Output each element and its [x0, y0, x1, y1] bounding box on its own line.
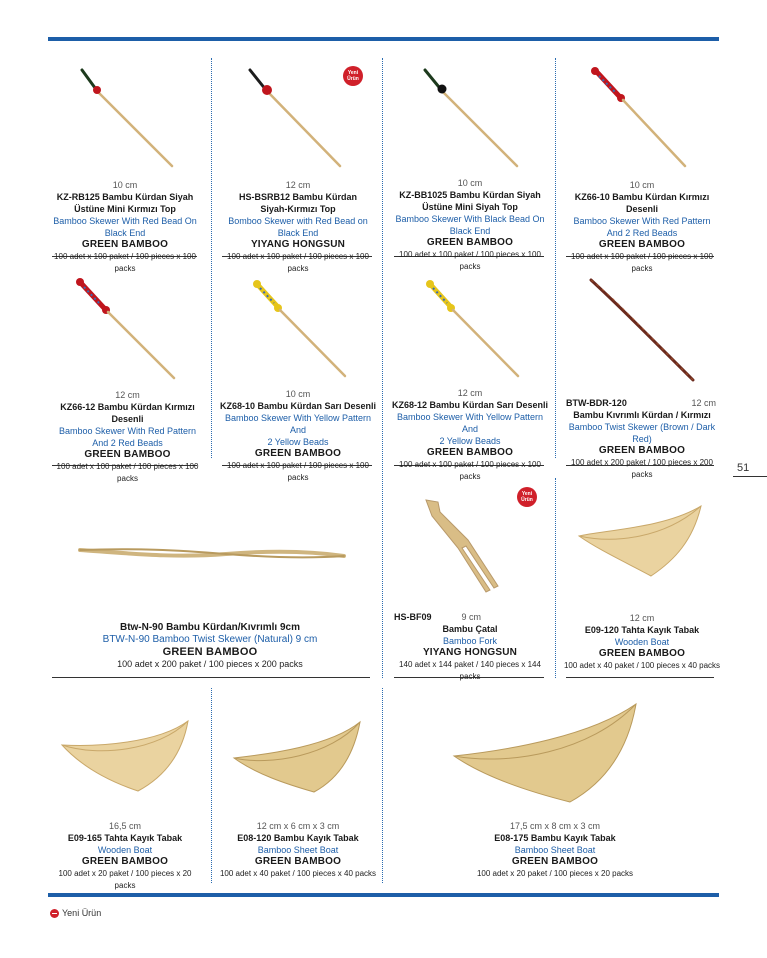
- twist-skewer-natural-image: [76, 540, 348, 566]
- column-divider: [555, 478, 556, 678]
- product-english-name: Bamboo Skewer With Red Pattern: [58, 426, 197, 436]
- product-brand: GREEN BAMBOO: [254, 448, 342, 459]
- bamboo-sheet-boat-image: [230, 718, 365, 796]
- skewer-black-bead-image: [415, 62, 525, 174]
- skewer-red-bead-black-image: [240, 62, 350, 174]
- product-size: 16,5 cm: [108, 821, 141, 831]
- product-size: 10 cm: [457, 178, 483, 188]
- product-brand: GREEN BAMBOO: [426, 237, 514, 248]
- product-english-name: Bamboo Skewer With Red Bead On Black End: [53, 216, 197, 238]
- bamboo-fork-image: [418, 490, 518, 595]
- product-code-name: KZ68-12 Bambu Kürdan Sarı Desenli: [391, 400, 549, 410]
- product-english-name: Bamboo Skewer With Yellow Pattern And: [396, 412, 544, 434]
- product-english-name: Bamboo Skewer With Black Bead On Black End: [395, 214, 545, 236]
- product-english-name: Bomboo Skewer with Red Bead on Black End: [228, 216, 368, 238]
- product-brand: GREEN BAMBOO: [598, 239, 686, 250]
- twist-skewer-dark-red-image: [585, 272, 700, 387]
- bamboo-sheet-boat-image: [450, 700, 640, 805]
- page-number: 51: [737, 462, 750, 474]
- wooden-boat-image: [58, 715, 193, 795]
- product-english-name: Bamboo Sheet Boat: [257, 845, 339, 855]
- product-code-name: HS-BSRB12 Bambu Kürdan: [238, 192, 357, 202]
- product-brand: YIYANG HONGSUN: [422, 647, 518, 658]
- new-product-badge: Yeni Ürün: [517, 487, 537, 507]
- skewer-red-pattern-image: [585, 62, 695, 174]
- product-packaging: 100 adet x 40 paket / 100 pieces x 40 packs: [563, 661, 721, 670]
- new-product-icon: [50, 909, 59, 918]
- product-card: [562, 612, 722, 672]
- product-code-name: Btw-N-90 Bambu Kürdan/Kıvrımlı 9cm: [119, 622, 301, 633]
- product-english-name: BTW-N-90 Bamboo Twist Skewer (Natural) 9 cm: [102, 634, 318, 645]
- product-code-name: E09-120 Tahta Kayık Tabak: [584, 625, 700, 635]
- product-english-name: Bamboo Twist Skewer (Brown / Dark Red): [568, 422, 716, 444]
- product-english-name: Bamboo Skewer With Red Pattern: [573, 216, 711, 226]
- product-name: Üstüne Mini Siyah Top: [422, 202, 518, 212]
- product-card: [50, 179, 200, 275]
- product-brand: GREEN BAMBOO: [426, 447, 514, 458]
- product-card: [218, 388, 378, 484]
- product-code-name: E08-120 Bambu Kayık Tabak: [237, 833, 359, 843]
- product-name: Siyah-Kırmızı Top: [260, 204, 336, 214]
- skewer-yellow-pattern-image: [418, 272, 528, 384]
- product-english-name-line2: And 2 Red Beads: [92, 438, 163, 448]
- product-packaging: 100 adet x 100 paket / 100 pieces x 100 packs: [227, 461, 369, 482]
- product-card: [50, 389, 205, 485]
- product-brand: GREEN BAMBOO: [598, 445, 686, 456]
- product-brand: GREEN BAMBOO: [84, 449, 171, 460]
- column-divider: [211, 688, 212, 883]
- product-card: [460, 820, 650, 880]
- product-brand: GREEN BAMBOO: [81, 856, 169, 867]
- product-card: [390, 177, 550, 273]
- product-size: 12 cm: [285, 180, 311, 190]
- product-packaging: 100 adet x 200 paket / 100 pieces x 200 packs: [117, 659, 303, 669]
- product-name: Bambu Çatal: [442, 624, 498, 634]
- column-divider: [211, 58, 212, 458]
- product-packaging: 100 adet x 40 paket / 100 pieces x 40 packs: [219, 869, 377, 878]
- product-packaging: 100 adet x 20 paket / 100 pieces x 20 packs: [58, 869, 192, 890]
- product-brand: GREEN BAMBOO: [162, 646, 258, 658]
- product-brand: GREEN BAMBOO: [511, 856, 599, 867]
- product-english-name-line2: And 2 Red Beads: [606, 228, 678, 238]
- product-packaging: 100 adet x 100 paket / 100 pieces x 100 packs: [399, 250, 541, 271]
- product-packaging: 100 adet x 100 paket / 100 pieces x 100 packs: [571, 252, 713, 273]
- product-card: [390, 387, 550, 483]
- skewer-red-bead-black-image: [70, 62, 180, 174]
- row-divider: [566, 677, 714, 678]
- product-size: 17,5 cm x 8 cm x 3 cm: [509, 821, 601, 831]
- product-english-name-line2: 2 Yellow Beads: [439, 436, 501, 446]
- product-english-name: Bamboo Sheet Boat: [514, 845, 596, 855]
- product-packaging: 100 adet x 100 paket / 100 pieces x 100 packs: [227, 252, 369, 273]
- product-size: 12 cm: [115, 390, 140, 400]
- product-code: HS-BF09: [394, 612, 432, 622]
- bottom-accent-bar: [48, 893, 719, 897]
- row-divider: [52, 677, 370, 678]
- product-packaging: 100 adet x 100 paket / 100 pieces x 100 packs: [56, 462, 199, 483]
- product-size: 12 cm: [629, 613, 655, 623]
- product-brand: GREEN BAMBOO: [598, 648, 686, 659]
- product-packaging: 100 adet x 100 paket / 100 pieces x 100 packs: [399, 460, 541, 481]
- product-english-name: Wooden Boat: [97, 845, 153, 855]
- product-brand: GREEN BAMBOO: [81, 239, 169, 250]
- footer-legend: [50, 908, 101, 918]
- column-divider: [382, 58, 383, 678]
- page-number-rule: [733, 476, 767, 477]
- product-code-name: KZ-BB1025 Bambu Kürdan Siyah: [399, 190, 541, 200]
- column-divider: [382, 688, 383, 883]
- product-card: [218, 179, 378, 275]
- product-english-name: Bamboo Fork: [442, 636, 498, 646]
- product-code: BTW-BDR-120: [566, 398, 627, 408]
- product-card: [562, 397, 722, 481]
- product-code-name: E08-175 Bambu Kayık Tabak: [494, 833, 616, 843]
- product-english-name: Wooden Boat: [614, 637, 670, 647]
- product-name: Üstüne Mini Kırmızı Top: [74, 204, 176, 214]
- product-card: [60, 622, 360, 670]
- wooden-boat-image: [575, 500, 705, 580]
- product-brand: YIYANG HONGSUN: [250, 239, 346, 250]
- product-name: Bambu Kıvrımlı Kürdan / Kırmızı: [573, 410, 711, 420]
- product-card: [50, 820, 200, 892]
- product-size: 12 cm: [457, 388, 483, 398]
- top-accent-bar: [48, 37, 719, 41]
- product-packaging: 100 adet x 200 paket / 100 pieces x 200 packs: [571, 458, 713, 479]
- product-packaging: 100 adet x 100 paket / 100 pieces x 100 packs: [54, 252, 196, 273]
- column-divider: [555, 58, 556, 458]
- product-brand: GREEN BAMBOO: [254, 856, 342, 867]
- product-size: 12 cm x 6 cm x 3 cm: [256, 821, 340, 831]
- product-code-name: E09-165 Tahta Kayık Tabak: [67, 833, 183, 843]
- product-packaging: 140 adet x 144 paket / 140 pieces x 144 packs: [399, 660, 541, 681]
- product-card: [562, 179, 722, 275]
- product-english-name: Bamboo Skewer With Yellow Pattern And: [224, 413, 372, 435]
- product-card: [390, 611, 550, 683]
- product-size: 10 cm: [629, 180, 655, 190]
- new-product-badge: Yeni Ürün: [343, 66, 363, 86]
- product-code-name: KZ66-12 Bambu Kürdan Kırmızı Desenli: [60, 402, 195, 424]
- product-size: 12 cm: [691, 398, 716, 408]
- footer-legend-label: Yeni Ürün: [62, 908, 102, 918]
- product-size: 9 cm: [461, 612, 482, 622]
- skewer-yellow-pattern-image: [245, 272, 355, 384]
- product-card: [218, 820, 378, 880]
- product-code-name: KZ66-10 Bambu Kürdan Kırmızı Desenli: [574, 192, 710, 214]
- product-code-name: KZ68-10 Bambu Kürdan Sarı Desenli: [219, 401, 377, 411]
- product-size: 10 cm: [285, 389, 311, 399]
- product-packaging: 100 adet x 20 paket / 100 pieces x 20 packs: [476, 869, 634, 878]
- skewer-red-pattern-image: [70, 272, 180, 384]
- product-size: 10 cm: [112, 180, 138, 190]
- product-english-name-line2: 2 Yellow Beads: [267, 437, 329, 447]
- product-code-name: KZ-RB125 Bambu Kürdan Siyah: [56, 192, 194, 202]
